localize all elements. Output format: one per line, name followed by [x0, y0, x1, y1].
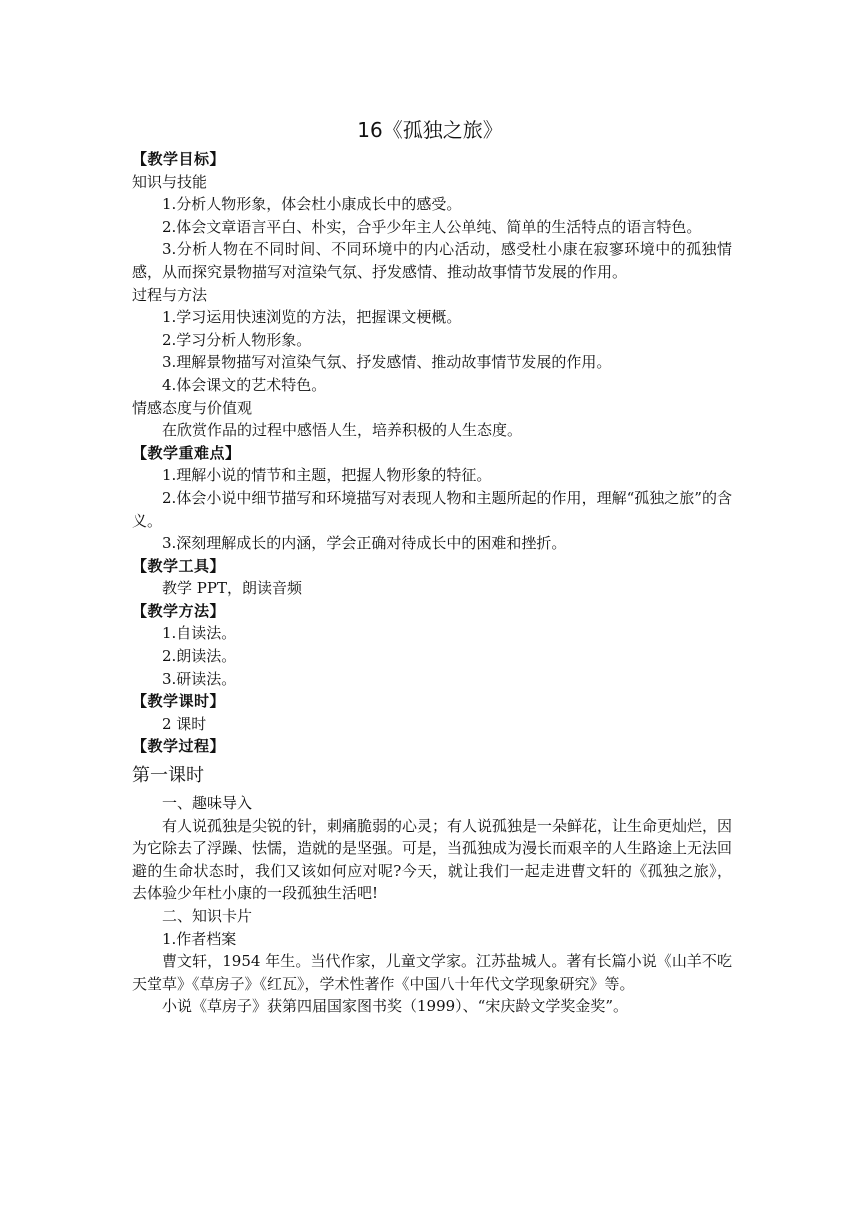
paragraph: 1.理解小说的情节和主题，把握人物形象的特征。 — [162, 466, 492, 485]
section-heading: 【教学方法】 — [132, 601, 226, 620]
section-heading: 【教学目标】 — [132, 150, 226, 168]
paragraph: 3.理解景物描写对渲染气氛、抒发感情、推动故事情节发展的作用。 — [162, 353, 612, 372]
document-title: 16《孤独之旅》 — [357, 118, 503, 142]
paragraph: 4.体会课文的艺术特色。 — [162, 375, 327, 394]
paragraph: 2.学习分析人物形象。 — [162, 330, 312, 349]
paragraph: 2 课时 — [162, 714, 207, 733]
subsection-label: 情感态度与价值观 — [132, 398, 253, 417]
paragraph: 一、趣味导入 — [162, 794, 253, 813]
section-heading: 【教学课时】 — [132, 692, 226, 711]
paragraph: 1.分析人物形象，体会杜小康成长中的感受。 — [162, 195, 462, 214]
paragraph: 有人说孤独是尖锐的针，刺痛脆弱的心灵；有人说孤独是一朵鲜花，让生命更灿烂，因为它除去了浮躁、怯懦，造就的是坚强。可是，当孤独成为漫长而艰辛的人生路途上无法回避的生命状态时，我们又该如何应对呢?今天，就让我们一起走进曹文轩的《孤独之旅》，去体验少年杜小康的一段孤独生活吧! — [132, 816, 733, 903]
document-body — [132, 148, 732, 1018]
section-heading: 【教学过程】 — [132, 737, 226, 756]
subsection-label: 知识与技能 — [132, 172, 208, 191]
paragraph: 小说《草房子》获第四届国家图书奖（1999）、“宋庆龄文学奖金奖”。 — [162, 997, 629, 1016]
paragraph: 2.朗读法。 — [162, 647, 237, 666]
paragraph: 3.研读法。 — [162, 669, 237, 688]
lesson-heading: 第一课时 — [132, 765, 204, 787]
paragraph: 2.体会小说中细节描写和环境描写对表现人物和主题所起的作用，理解“孤独之旅”的含义。 — [132, 488, 732, 530]
paragraph: 3.分析人物在不同时间、不同环境中的内心活动，感受杜小康在寂寥环境中的孤独情感，从而探究景物描写对渲染气氛、抒发感情、推动故事情节发展的作用。 — [132, 240, 732, 281]
paragraph: 1.自读法。 — [162, 624, 237, 643]
paragraph: 曹文轩，1954 年生。当代作家，儿童文学家。江苏盐城人。著有长篇小说《山羊不吃天堂草》《草房子》《红瓦》，学术性著作《中国八十年代文学现象研究》等。 — [132, 952, 732, 993]
section-heading: 【教学重难点】 — [132, 443, 241, 462]
paragraph: 1.作者档案 — [162, 929, 237, 948]
paragraph: 2.体会文章语言平白、朴实，合乎少年主人公单纯、简单的生活特点的语言特色。 — [162, 217, 702, 236]
paragraph: 1.学习运用快速浏览的方法，把握课文梗概。 — [162, 308, 462, 327]
paragraph: 在欣赏作品的过程中感悟人生，培养积极的人生态度。 — [162, 421, 523, 440]
subsection-label: 过程与方法 — [132, 285, 208, 304]
paragraph: 3.深刻理解成长的内涵，学会正确对待成长中的困难和挫折。 — [162, 534, 567, 553]
paragraph: 教学 PPT，朗读音频 — [162, 579, 302, 598]
paragraph: 二、知识卡片 — [162, 907, 253, 925]
section-heading: 【教学工具】 — [132, 556, 226, 575]
